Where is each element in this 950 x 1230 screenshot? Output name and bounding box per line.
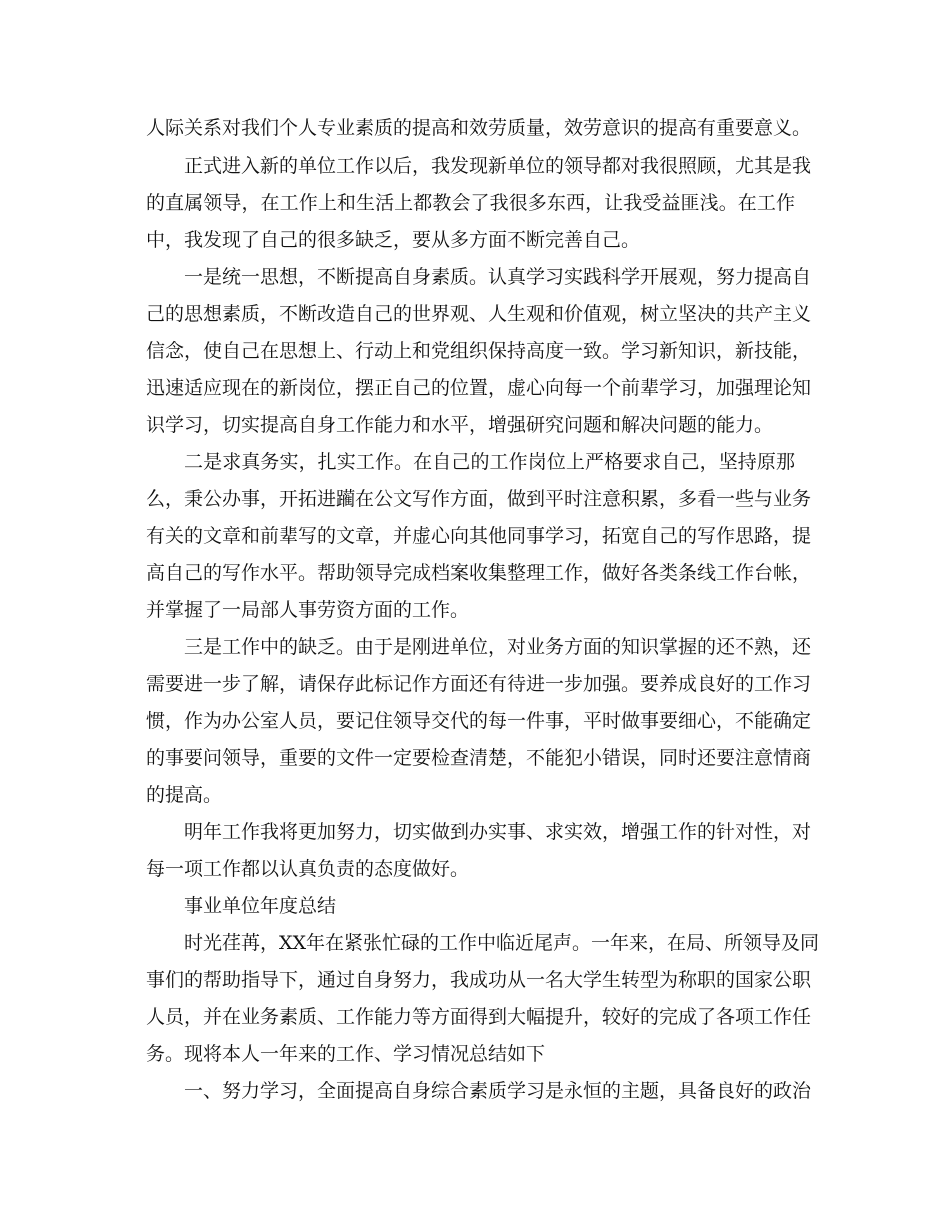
text-line: 人员，并在业务素质、工作能力等方面得到大幅提升，较好的完成了各项工作任 bbox=[146, 1006, 812, 1028]
text-line: 信念，使自己在思想上、行动上和党组织保持高度一致。学习新知识，新技能， bbox=[146, 340, 812, 362]
text-line: 三是工作中的缺乏。由于是刚进单位，对业务方面的知识掌握的还不熟，还 bbox=[184, 636, 812, 658]
text-line: 每一项工作都以认真负责的态度做好。 bbox=[146, 858, 470, 880]
text-line: 么，秉公办事，开拓进躏在公文写作方面，做到平时注意积累，多看一些与业务 bbox=[146, 488, 812, 510]
text-line: 高自己的写作水平。帮助领导完成档案收集整理工作，做好各类条线工作台帐， bbox=[146, 562, 812, 584]
text-line: 识学习，切实提高自身工作能力和水平，增强研究问题和解决问题的能力。 bbox=[146, 414, 774, 436]
text-line: 己的思想素质，不断改造自己的世界观、人生观和价值观，树立坚决的共产主义 bbox=[146, 303, 812, 325]
text-line: 的事要问领导，重要的文件一定要检查清楚，不能犯小错误，同时还要注意情商 bbox=[146, 747, 812, 769]
text-line: 的直属领导，在工作上和生活上都教会了我很多东西，让我受益匪浅。在工作 bbox=[146, 192, 795, 214]
text-line: 迅速适应现在的新岗位，摆正自己的位置，虚心向每一个前辈学习，加强理论知 bbox=[146, 377, 812, 399]
text-line: 的提高。 bbox=[146, 784, 223, 806]
text-line: 人际关系对我们个人专业素质的提高和效劳质量，效劳意识的提高有重要意义。 bbox=[146, 117, 812, 139]
text-line: 一、努力学习，全面提高自身综合素质学习是永恒的主题，具备良好的政治 bbox=[184, 1080, 812, 1102]
text-line: 时光荏苒，XX年在紧张忙碌的工作中临近尾声。一年来，在局、所领导及同 bbox=[184, 932, 820, 954]
text-line: 明年工作我将更加努力，切实做到办实事、求实效，增强工作的针对性，对 bbox=[184, 821, 812, 843]
text-line: 中，我发现了自己的很多缺乏，要从多方面不断完善自己。 bbox=[146, 229, 641, 251]
text-line: 一是统一思想，不断提高自身素质。认真学习实践科学开展观，努力提高自 bbox=[184, 266, 812, 288]
text-line: 有关的文章和前辈写的文章，并虚心向其他同事学习，拓宽自己的写作思路，提 bbox=[146, 525, 812, 547]
text-line: 正式进入新的单位工作以后，我发现新单位的领导都对我很照顾，尤其是我 bbox=[184, 155, 812, 177]
text-line: 并掌握了一局部人事劳资方面的工作。 bbox=[146, 599, 470, 621]
text-line: 惯，作为办公室人员，要记住领导交代的每一件事，平时做事要细心，不能确定 bbox=[146, 710, 812, 732]
text-line: 务。现将本人一年来的工作、学习情况总结如下 bbox=[146, 1043, 546, 1065]
text-line: 需要进一步了解，请保存此标记作方面还有待进一步加强。要养成良好的工作习 bbox=[146, 673, 812, 695]
section-heading: 事业单位年度总结 bbox=[184, 895, 337, 917]
text-line: 二是求真务实，扎实工作。在自己的工作岗位上严格要求自己，坚持原那 bbox=[184, 451, 795, 473]
text-line: 事们的帮助指导下，通过自身努力，我成功从一名大学生转型为称职的国家公职 bbox=[146, 969, 812, 991]
